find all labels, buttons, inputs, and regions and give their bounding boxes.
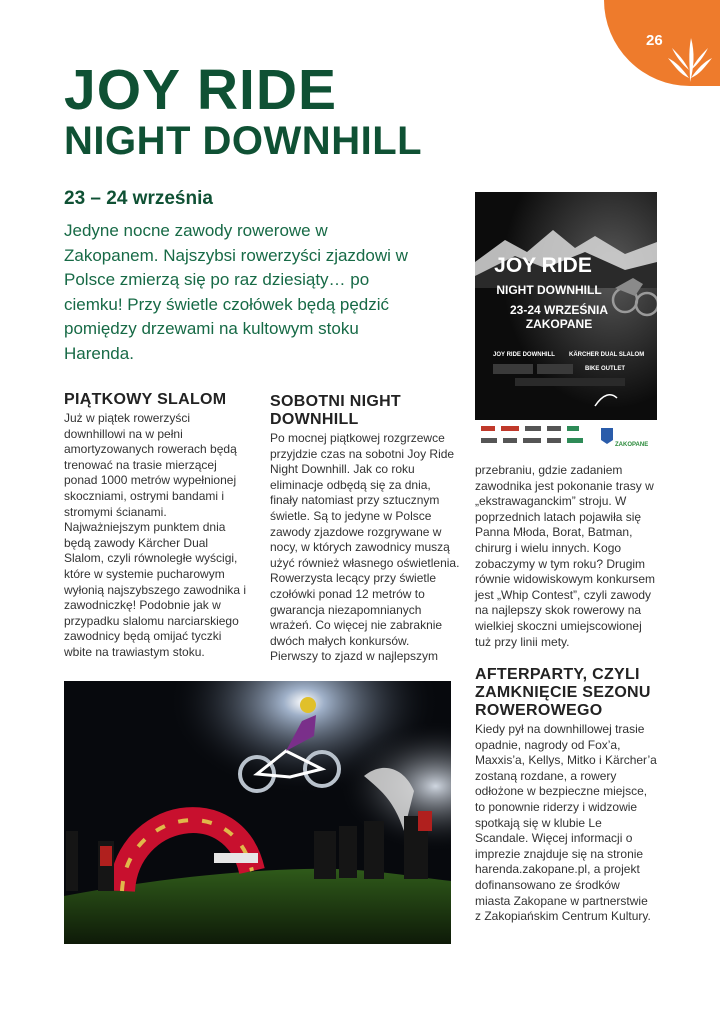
section-body: Po mocnej piątkowej rozgrzewce przyjdzie czas na sobotni Joy Ride Night Downhill. Jak co roku eliminacje odbędą się za dnia, finały natomiast przy sztucznym świetle. Są to jedyne w Polsce zawody zjazdowe rozgrywane w nocy, w których zawodnicy muszą użyć również własnego oświetlenia. Rowerzysta lecący przy świetle czołówki ponad 12 metrów to gwarancja niezapomnianych wrażeń. Co więcej nie zabraknie dwóch małych konkursów. Pierwszy to zjazd w najlepszym	[270, 431, 460, 664]
section-body-continued: przebraniu, gdzie zadaniem zawodnika jest pokonanie trasy w „ekstrawaganckim” stroju. W poprzednich latach pojawiła się Panna Młoda, Borat, Batman, chirurg i wielu innych. Kogo zobaczymy w tym roku? Drugim równie widowiskowym konkursem jest „Whip Contest”, czyli zawody na najlepszy skok rowerowy na wielkiej skoczni umiejscowionej tuż przy linii mety.	[475, 463, 656, 649]
page-title	[64, 58, 423, 163]
photo-graphic	[64, 681, 451, 944]
poster-title-2: NIGHT DOWNHILL	[496, 283, 602, 297]
leaf-icon	[664, 32, 716, 84]
poster-title-1: JOY RIDE	[494, 254, 592, 277]
section-heading: SOBOTNI NIGHT DOWNHILL	[270, 393, 402, 428]
section-afterparty	[475, 666, 657, 925]
poster-event-3: BIKE OUTLET	[585, 366, 625, 372]
title-line-1: JOY RIDE	[64, 58, 338, 122]
section-slalom	[64, 391, 250, 661]
section-night-downhill	[270, 393, 460, 665]
section-heading: AFTERPARTY, CZYLI ZAMKNIĘCIE SEZONU ROWEROWEGO	[475, 666, 651, 719]
poster-dates: 23-24 WRZEŚNIA	[509, 303, 609, 317]
title-line-2: NIGHT DOWNHILL	[64, 119, 423, 163]
poster-graphic	[475, 192, 657, 452]
poster-event-2: KÄRCHER DUAL SLALOM	[569, 352, 645, 358]
event-photo	[64, 681, 451, 944]
event-poster	[475, 192, 657, 452]
page-number-badge	[604, 0, 720, 86]
section-body: Już w piątek rowerzyści downhillowi na w pełni amortyzowanych rowerach będą trenować na trasie mierzącej ponad 1000 metrów wypełnionej skoczniami, ostrymi bandami i stromymi ścianami. Najważniejszym punktem dnia będą zawody Kärcher Dual Slalom, czyli równoległe wyścigi, które w systemie pucharowym wyłonią najszybszego zawodnika i zawodniczkę! Podobnie jak w przypadku slalomu narciarskiego zawodnicy będą omijać tyczki wbite na trawiastym stoku.	[64, 411, 247, 659]
poster-city: ZAKOPANE	[525, 317, 593, 331]
section-night-downhill-continued	[475, 463, 657, 650]
section-heading: PIĄTKOWY SLALOM	[64, 391, 227, 408]
poster-event-1: JOY RIDE DOWNHILL	[493, 352, 555, 358]
lead-paragraph: Jedyne nocne zawody rowerowe w Zakopanem. Najszybsi rowerzyści zjazdowi w Polsce zmierzą się po raz dziesiąty… po ciemku! Przy świetle czołówek będą pędzić pomiędzy drzewami na kultowym stoku Harenda.	[64, 221, 408, 363]
section-body: Kiedy pył na downhillowej trasie opadnie, nagrody od Fox’a, Maxxis’a, Kellys, Mitko i Kärcher’a zostaną rozdane, a rowery odłożone w bezpieczne miejsce, to ponownie riderzy i widzowie spotkają się w klubie Le Scandale. Więcej informacji o imprezie znajduje się na stronie harenda.zakopane.pl, a projekt dofinansowano ze środków miasta Zakopane w partnerstwie z Zakopiańskim Centrum Kultury.	[475, 722, 657, 924]
event-date: 23 – 24 września	[64, 188, 213, 209]
page-number: 26	[646, 32, 663, 49]
poster-footer-city: ZAKOPANE	[615, 442, 649, 448]
